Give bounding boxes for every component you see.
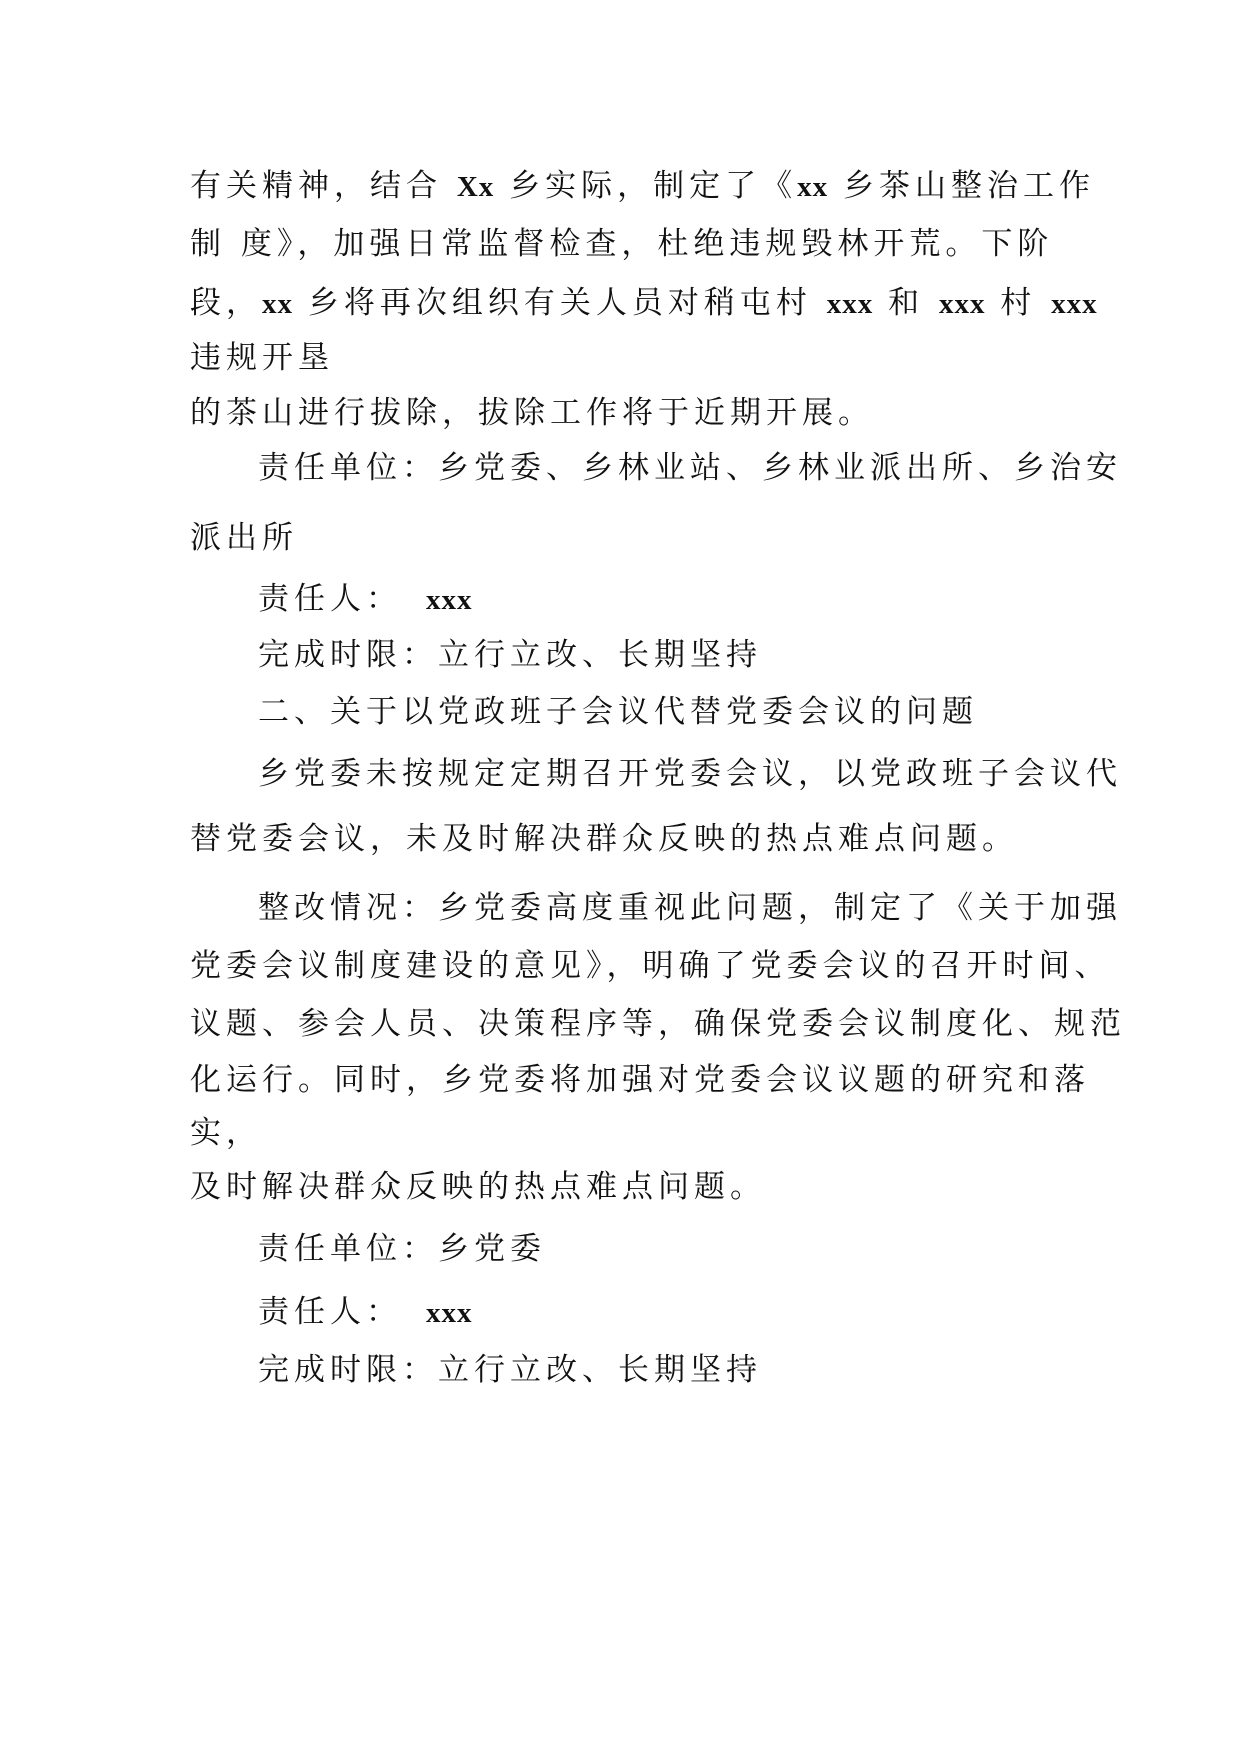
responsible-person — [258, 579, 473, 620]
placeholder-text: xxx — [1051, 288, 1098, 320]
placeholder-text: Xx — [456, 171, 495, 203]
text-segment: 段， — [190, 285, 262, 321]
placeholder-text: xxx — [938, 288, 986, 320]
placeholder-text: xx — [797, 171, 829, 203]
text-line: 替党委会议，未及时解决群众反映的热点难点问题。 — [190, 821, 1018, 857]
text-line — [190, 283, 1098, 324]
text-line: 及时解决群众反映的热点难点问题。 — [190, 1169, 766, 1205]
text-line: 的茶山进行拔除，拔除工作将于近期开展。 — [190, 395, 874, 431]
text-segment: 村 — [985, 285, 1052, 321]
text-line: 整改情况：乡党委高度重视此问题，制定了《关于加强 — [258, 890, 1122, 926]
text-line: 议题、参会人员、决策程序等，确保党委会议制度化、规范 — [190, 1006, 1126, 1042]
text-line: 制 度》，加强日常监督检查，杜绝违规毁林开荒。下阶 — [190, 226, 1054, 262]
text-line: 党委会议制度建设的意见》，明确了党委会议的召开时间、 — [190, 948, 1111, 984]
text-line: 实， — [190, 1115, 262, 1151]
text-segment: 有关精神，结合 — [190, 168, 457, 204]
text-segment: 和 — [873, 285, 939, 321]
deadline-line: 完成时限：立行立改、长期坚持 — [258, 637, 762, 673]
responsible-unit-line: 责任单位：乡党委、乡林业站、乡林业派出所、乡治安 — [258, 450, 1122, 486]
responsible-person-value: xxx — [426, 1297, 473, 1329]
placeholder-text: xxx — [826, 288, 874, 320]
responsible-person — [258, 1292, 473, 1333]
text-segment: 乡实际，制定了《 — [494, 168, 798, 204]
text-segment: 乡茶山整治工作 — [828, 168, 1096, 204]
text-line: 化运行。同时，乡党委将加强对党委会议议题的研究和落 — [190, 1062, 1090, 1098]
text-line: 派出所 — [190, 520, 298, 556]
text-segment: 乡将再次组织有关人员对稍屯村 — [293, 285, 827, 321]
text-line: 乡党委未按规定定期召开党委会议，以党政班子会议代 — [258, 756, 1122, 792]
section-heading: 二、关于以党政班子会议代替党委会议的问题 — [258, 694, 978, 730]
responsible-person-label: 责任人： — [258, 1294, 402, 1330]
responsible-person-label: 责任人： — [258, 581, 402, 617]
deadline-line: 完成时限：立行立改、长期坚持 — [258, 1352, 762, 1388]
placeholder-text: xx — [262, 288, 293, 320]
text-line — [190, 166, 1095, 207]
text-line: 违规开垦 — [190, 340, 334, 376]
responsible-person-value: xxx — [426, 584, 473, 616]
responsible-unit-line: 责任单位：乡党委 — [258, 1231, 546, 1267]
